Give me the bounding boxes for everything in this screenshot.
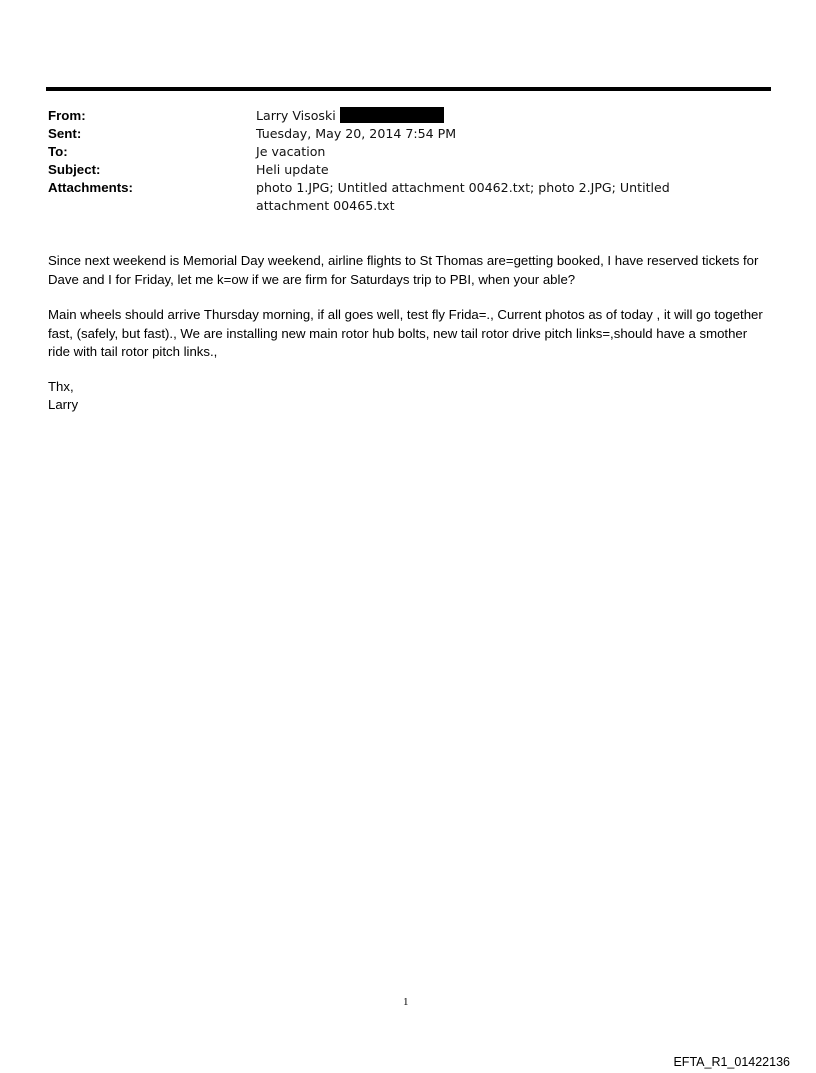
subject-value: Heli update <box>256 162 329 177</box>
sender-name: Larry Visoski <box>256 108 336 123</box>
from-value <box>256 107 736 125</box>
attachments-label: Attachments: <box>48 180 133 195</box>
attachments-value: photo 1.JPG; Untitled attachment 00462.txt; photo 2.JPG; Untitled attachment 00465.txt <box>256 180 670 213</box>
body-paragraph-1: Since next weekend is Memorial Day weekend, airline flights to St Thomas are=getting booked, I have reserved tickets for Dave and I for Friday, let me k=ow if we are firm for Saturdays trip to PBI, when your able? <box>48 253 759 287</box>
page-number: 1 <box>403 996 409 1008</box>
to-value: Je vacation <box>256 144 326 159</box>
sent-value: Tuesday, May 20, 2014 7:54 PM <box>256 126 457 141</box>
sent-label: Sent: <box>48 126 82 141</box>
body-paragraph-2: Main wheels should arrive Thursday morning, if all goes well, test fly Frida=., Current photos as of today , it will go together fast, (safely, but fast)., We are installing new main rotor hub bolts, new tail rotor drive pitch links=,should have a smother ride with tail rotor pitch links., <box>48 307 763 359</box>
signature: Larry <box>48 397 79 412</box>
to-label: To: <box>48 144 68 159</box>
from-label: From: <box>48 108 86 123</box>
redaction-block <box>340 107 444 123</box>
subject-label: Subject: <box>48 162 101 177</box>
header-divider <box>46 87 771 91</box>
document-id: EFTA_R1_01422136 <box>673 1055 790 1069</box>
signoff: Thx, <box>48 379 74 394</box>
